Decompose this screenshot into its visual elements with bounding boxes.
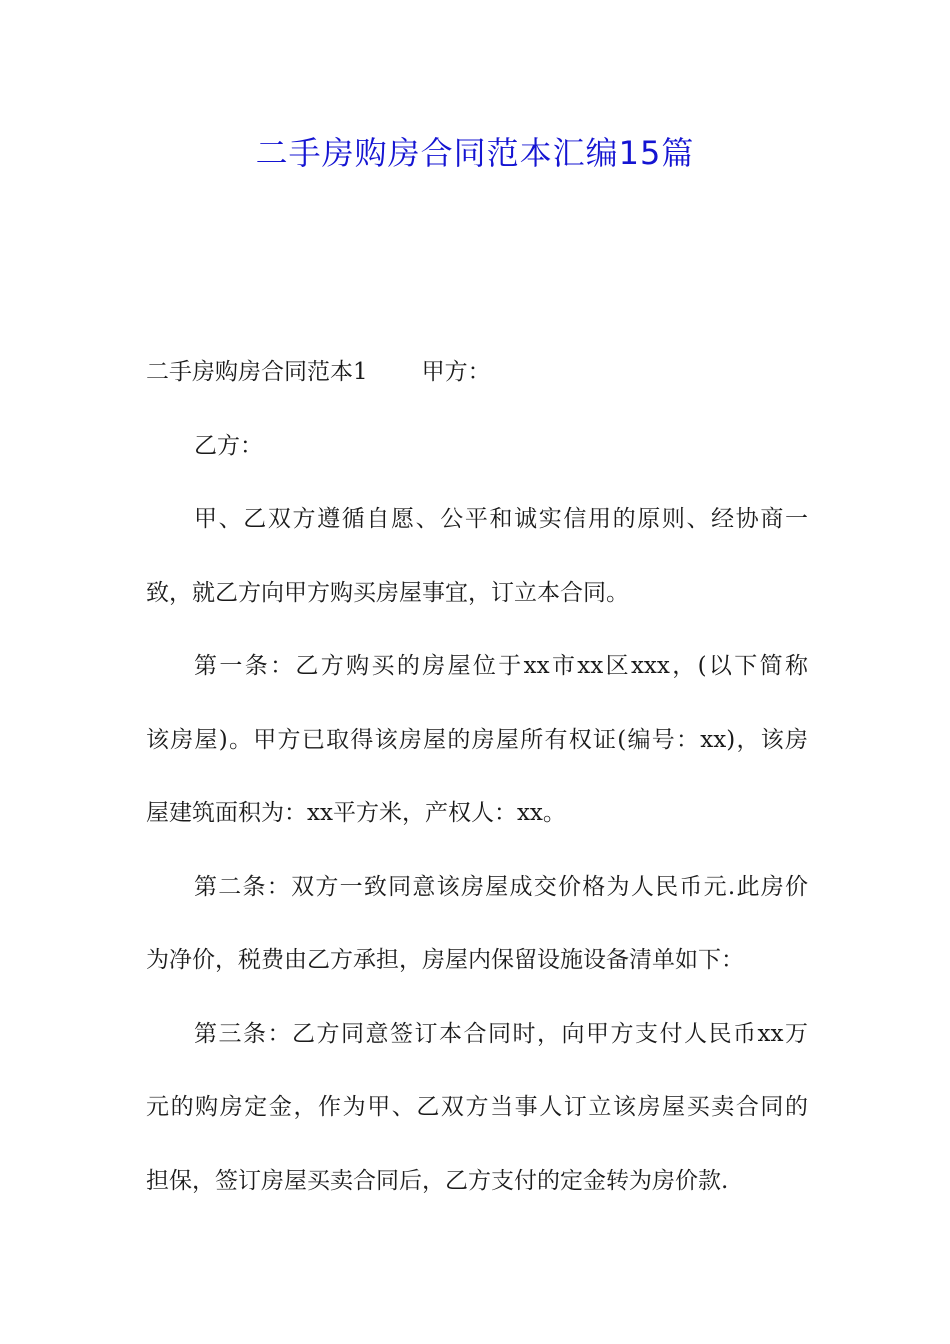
paragraph-line: 屋建筑面积为：xx平方米，产权人：xx。 xyxy=(146,800,566,826)
paragraph-line: 该房屋)。甲方已取得该房屋的房屋所有权证(编号：xx)，该房 xyxy=(146,726,808,753)
party-b-label: 乙方： xyxy=(194,432,263,459)
section-heading-line xyxy=(146,336,808,410)
section-heading: 二手房购房合同范本1 xyxy=(146,359,368,385)
party-a-label: 甲方： xyxy=(421,359,491,385)
paragraph-line: 担保，签订房屋买卖合同后，乙方支付的定金转为房价款. xyxy=(146,1167,729,1194)
paragraph-line: 甲、乙双方遵循自愿、公平和诚实信用的原则、经协商一 xyxy=(194,506,808,532)
paragraph-line: 第三条：乙方同意签订本合同时，向甲方支付人民币xx万 xyxy=(194,1020,808,1047)
paragraph-line: 元的购房定金，作为甲、乙双方当事人订立该房屋买卖合同的 xyxy=(146,1094,808,1120)
document-body xyxy=(146,336,808,1218)
paragraph-line: 第二条：双方一致同意该房屋成交价格为人民币元.此房价 xyxy=(194,873,808,900)
paragraph-line: 第一条：乙方购买的房屋位于xx市xx区xxx，(以下简称 xyxy=(194,653,808,679)
paragraph-line: 致，就乙方向甲方购买房屋事宜，订立本合同。 xyxy=(146,579,629,606)
party-b-line xyxy=(146,410,808,484)
paragraph-line: 为净价，税费由乙方承担，房屋内保留设施设备清单如下： xyxy=(146,947,744,973)
document-title: 二手房购房合同范本汇编15篇 xyxy=(255,134,695,172)
